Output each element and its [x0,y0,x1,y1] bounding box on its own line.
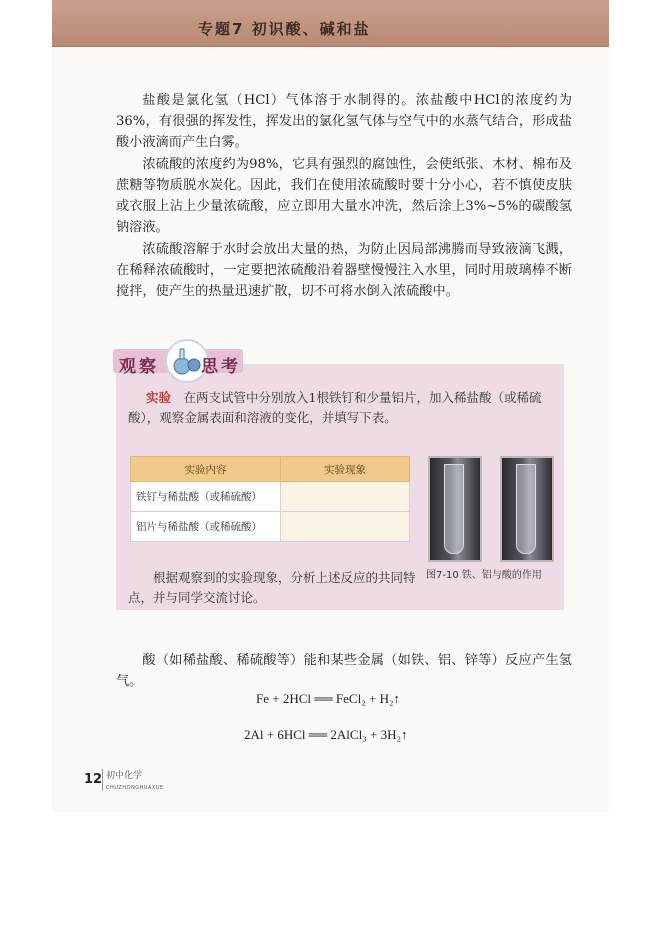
test-tube [444,464,464,554]
discussion-text: 根据观察到的实验现象，分析上述反应的共同特点，并与同学交流讨论。 [128,570,416,605]
paragraph-dilution: 浓硫酸溶解于水时会放出大量的热，为防止因局部沸腾而导致液滴飞溅，在稀释浓硫酸时，一定要把浓硫酸沿着器壁慢慢注入水里，同时用玻璃棒不断搅拌，使产生的热量迅速扩散，切不可将水倒入浓硫酸中。 [116,242,572,299]
observe-think-title [113,339,243,379]
book-title: 初中化学 [106,771,143,781]
table-cell-blank [281,482,410,512]
equation-iron: Fe + 2HCl ══ FeCl₂ + H₂↑ [256,691,400,706]
conclusion-paragraph: 酸（如稀盐酸、稀硫酸等）能和某些金属（如铁、铝、锌等）反应产生氢气。 [116,653,572,689]
table-header-row [131,457,410,482]
table-header-content: 实验内容 [131,457,281,482]
observe-label: 观察 [119,357,159,377]
table-header-phenomenon: 实验现象 [281,457,410,482]
figure-caption: 图7-10 铁、铝与酸的作用 [426,570,542,581]
test-tube [516,464,536,554]
book-subtitle: CHUZHONGHUAXUE [106,785,164,791]
equation-aluminum: 2Al + 6HCl ══ 2AlCl₃ + 3H₂↑ [244,727,408,742]
experiment-table [130,456,410,542]
think-label: 思考 [201,357,241,377]
paragraph-sulfuric-acid: 浓硫酸的浓度约为98%，它具有强烈的腐蚀性，会使纸张、木材、棉布及蔗糖等物质脱水炭化。因此，我们在使用浓硫酸时要十分小心，若不慎使皮肤或衣服上沾上少量浓硫酸，应立即用大量水冲洗，然后涂上3%~5%的碳酸氢钠溶液。 [116,157,572,235]
iron-test-tube-photo [428,456,482,562]
chapter-title: 专题7 初识酸、碱和盐 [198,20,371,38]
footer-book-title [106,770,164,794]
page-number: 12 [84,772,103,787]
experiment-label: 实验 [146,390,172,405]
table-cell-blank [281,512,410,542]
footer-divider [102,769,103,791]
paragraph-hydrochloric-acid: 盐酸是氯化氢（HCl）气体溶于水制得的。浓盐酸中HCl的浓度约为36%，有很强的挥发性，挥发出的氯化氢气体与空气中的水蒸气结合，形成盐酸小液滴而产生白雾。 [116,93,572,150]
table-cell: 铝片与稀盐酸（或稀硫酸） [131,512,281,542]
table-row [131,512,410,542]
experiment-description [128,388,558,428]
experiment-text: 在两支试管中分别放入1根铁钉和少量铝片，加入稀盐酸（或稀硫酸），观察金属表面和溶液的变化，并填写下表。 [128,390,542,425]
table-cell: 铁钉与稀盐酸（或稀硫酸） [131,482,281,512]
table-row [131,482,410,512]
chapter-header [52,0,609,47]
aluminum-test-tube-photo [500,456,554,562]
